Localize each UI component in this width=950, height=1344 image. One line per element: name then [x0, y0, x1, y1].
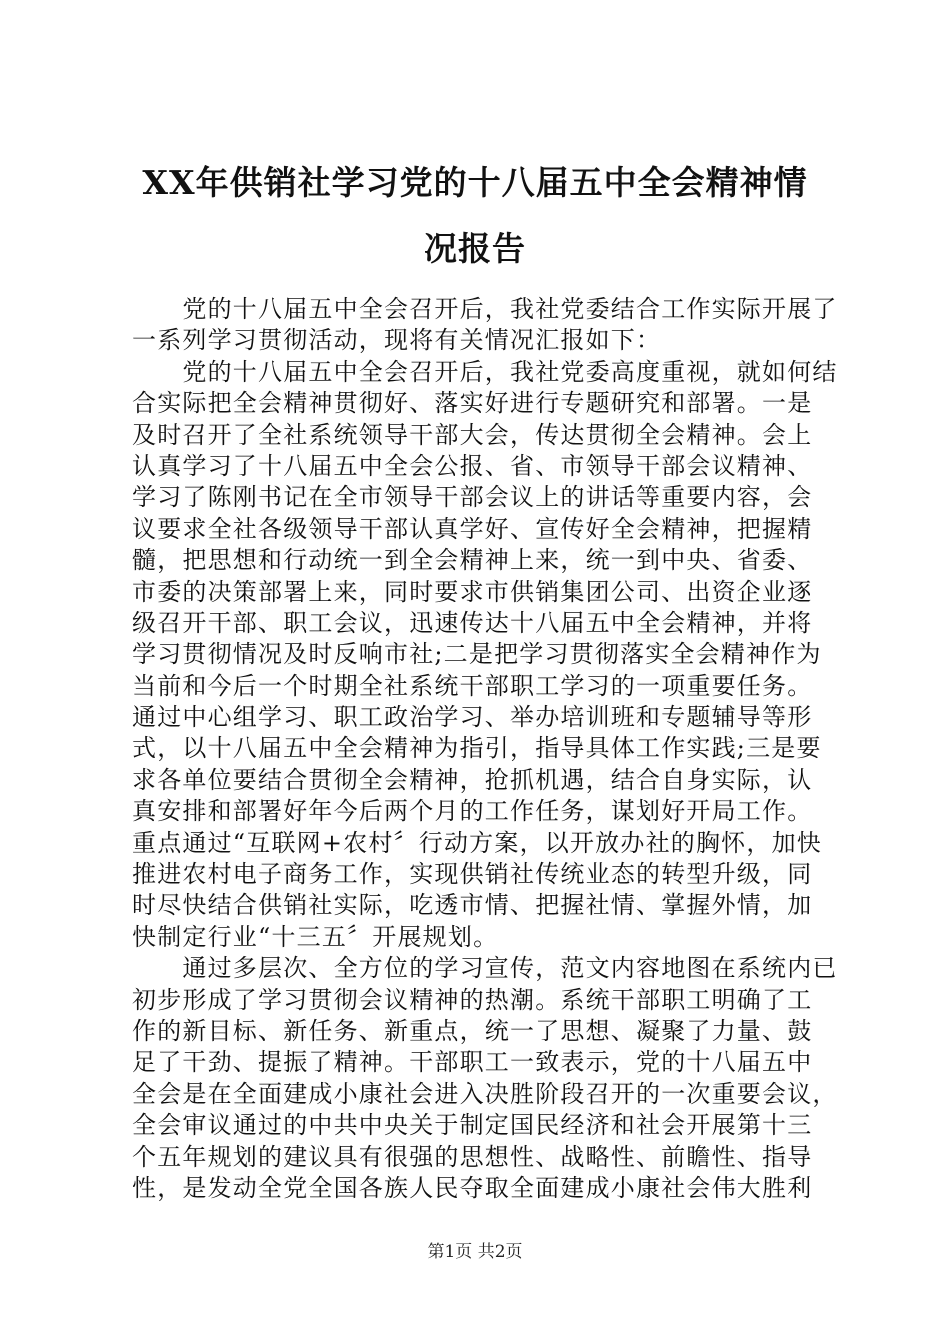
- body-text-line: 髓，把思想和行动统一到全会精神上来，统一到中央、省委、: [132, 546, 813, 575]
- body-text-line: 足了干劲、提振了精神。干部职工一致表示，党的十八届五中: [132, 1048, 813, 1077]
- body-text-line: 通过中心组学习、职工政治学习、举办培训班和专题辅导等形: [132, 703, 813, 732]
- body-text-line: 全会审议通过的中共中央关于制定国民经济和社会开展第十三: [132, 1111, 813, 1140]
- body-text-line: 个五年规划的建议具有很强的思想性、战略性、前瞻性、指导: [132, 1142, 813, 1171]
- body-text-line: 推进农村电子商务工作，实现供销社传统业态的转型升级，同: [132, 860, 813, 889]
- body-text-line: 议要求全社各级领导干部认真学好、宣传好全会精神，把握精: [132, 514, 813, 543]
- body-text-line: 学习贯彻情况及时反响市社;二是把学习贯彻落实全会精神作为: [132, 640, 822, 669]
- title-line: 况报告: [424, 229, 526, 268]
- body-text-line: 认真学习了十八届五中全会公报、省、市领导干部会议精神、: [132, 451, 813, 480]
- body-text-line: 学习了陈刚书记在全市领导干部会议上的讲话等重要内容，会: [132, 483, 813, 512]
- body-text-line: 一系列学习贯彻活动，现将有关情况汇报如下：: [132, 326, 662, 355]
- body-text-line: 求各单位要结合贯彻全会精神，抢抓机遇，结合自身实际，认: [132, 765, 813, 794]
- body-text-line: 作的新目标、新任务、新重点，统一了思想、凝聚了力量、鼓: [132, 1016, 813, 1045]
- document-title: [100, 150, 850, 282]
- body-text-line: 初步形成了学习贯彻会议精神的热潮。系统干部职工明确了工: [132, 985, 813, 1014]
- body-text-line: 通过多层次、全方位的学习宣传，范文内容地图在系统内已: [132, 954, 838, 983]
- document-body: [132, 294, 838, 1204]
- body-text-line: 党的十八届五中全会召开后，我社党委高度重视，就如何结: [132, 357, 838, 386]
- body-text-line: 当前和今后一个时期全社系统干部职工学习的一项重要任务。: [132, 671, 813, 700]
- body-text-line: 全会是在全面建成小康社会进入决胜阶段召开的一次重要会议，: [132, 1079, 838, 1108]
- body-text-line: 级召开干部、职工会议，迅速传达十八届五中全会精神，并将: [132, 608, 813, 637]
- body-text-line: 及时召开了全社系统领导干部大会，传达贯彻全会精神。会上: [132, 420, 813, 449]
- body-text-line: 合实际把全会精神贯彻好、落实好进行专题研究和部署。一是: [132, 389, 813, 418]
- body-text-line: 时尽快结合供销社实际，吃透市情、把握社情、掌握外情，加: [132, 891, 813, 920]
- body-text-line: 真安排和部署好年今后两个月的工作任务，谋划好开局工作。: [132, 797, 813, 826]
- title-line: XX年供销社学习党的十八届五中全会精神情: [142, 163, 808, 202]
- body-text-line: 性，是发动全党全国各族人民夺取全面建成小康社会伟大胜利: [132, 1173, 813, 1202]
- body-text-line: 式，以十八届五中全会精神为指引，指导具体工作实践;三是要: [132, 734, 822, 763]
- body-text-line: 重点通过“互联网+农村〞行动方案，以开放办社的胸怀，加快: [132, 828, 822, 857]
- page-footer: 第1页 共2页: [427, 1242, 523, 1262]
- body-text-line: 党的十八届五中全会召开后，我社党委结合工作实际开展了: [132, 295, 838, 323]
- body-text-line: 市委的决策部署上来，同时要求市供销集团公司、出资企业逐: [132, 577, 813, 606]
- body-text-line: 快制定行业“十三五〞开展规划。: [132, 922, 499, 951]
